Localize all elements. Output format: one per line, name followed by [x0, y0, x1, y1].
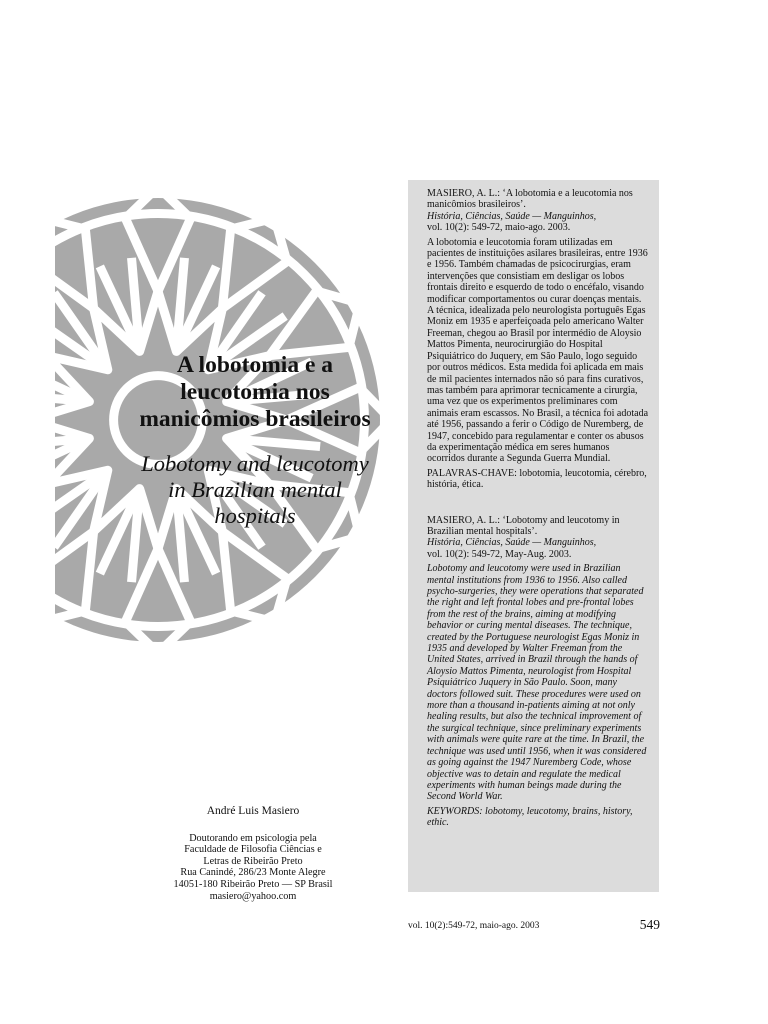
title-english: Lobotomy and leucotomy in Brazilian mental hospitals [141, 451, 369, 528]
author-block [150, 806, 356, 902]
abstract-panel [408, 180, 659, 892]
abstract-en-citation: MASIERO, A. L.: ‘Lobotomy and leucotomy in Brazilian mental hospitals’. [427, 514, 620, 537]
affiliation-line: Letras de Ribeirão Preto [203, 855, 303, 867]
tracery-spoke [0, 291, 46, 356]
tracery-spoke [0, 484, 46, 549]
author-name: André Luis Masiero [206, 805, 300, 817]
abstract-en-volume: vol. 10(2): 549-72, May-Aug. 2003. [427, 548, 572, 560]
title-portuguese: A lobotomia e a leucotomia nos manicômios brasileiros [139, 352, 371, 432]
abstract-en-body: Lobotomy and leucotomy were used in Brazilian mental institutions from 1936 to 1956. Also called psycho-surgeries, they were operations that separated the right and left frontal lobes and pre-frontal lobes from the rest of the brains, aiming at modifying behavior or curing mental diseases. The technique, created by the Portuguese neurologist Egas Moniz in 1935 and developed by Walter Freeman from the United States, arrived in Brazil through the hands of Aloysio Mattos Pimenta, neurologist from Hospital Psiquiátrico Juquery in São Paulo. Soon, many doctors followed suit. These procedures were used on more than a thousand in-patients aiming at not only healing results, but also the technical improvement of the surgical technique, since preliminary experiments with animals were quite rare at the time. In Brazil, the technique was used until 1956, when it was considered as going against the 1947 Nuremberg Code, whose objective was to detain and regulate the medical experiments with human beings made during the Second World War. [427, 563, 647, 803]
author-email: masiero@yahoo.com [209, 890, 297, 902]
abstract-pt-body: A lobotomia e leucotomia foram utilizadas em pacientes de instituições asilares brasileiras, entre 1936 e 1956. Também chamadas de psicocirurgias, eram intervenções que consistiam em desligar os lobos frontais direito e esquerdo de todo o encéfalo, visando modificar comportamentos ou curar doenças mentais. A técnica, idealizada pelo neurologista português Egas Moniz em 1935 e aperfeiçoada pelo americano Walter Freeman, chegou ao Brasil por intermédio de Aloysio Mattos Pimenta, neurocirurgião do Hospital Psiquiátrico do Juquery, em São Paulo, logo seguido por outros médicos. Esta medida foi aplicada em mais de mil pacientes internados não só para fins curativos, mas também para aprimorar tecnicamente a cirurgia, uma vez que os experimentos preliminares com animais eram escassos. No Brasil, a técnica foi adotada até 1956, passando a ferir o Código de Nuremberg, de 1947, concebido para regulamentar e conter os abusos da experimentação médica em seres humanos ocorridos durante a Segunda Guerra Mundial. [427, 236, 649, 465]
tracery-spoke [0, 484, 46, 492]
rose-window-illustration [0, 0, 400, 680]
tracery-spoke [0, 347, 46, 355]
affiliation-line: Doutorando em psicologia pela [189, 832, 317, 844]
abstract-en-journal: História, Ciências, Saúde — Manguinhos, [427, 537, 597, 549]
title-block [130, 352, 380, 529]
abstract-pt-journal: História, Ciências, Saúde — Manguinhos, [427, 210, 597, 222]
page-number: 549 [639, 917, 660, 932]
abstract-pt-citation: MASIERO, A. L.: ‘A lobotomia e a leucotomia nos manicômios brasileiros’. [427, 188, 633, 211]
tracery-spoke [0, 420, 29, 453]
abstract-en-keywords: KEYWORDS: lobotomy, leucotomy, brains, history, ethic. [427, 805, 633, 829]
affiliation-line: 14051-180 Ribeirão Preto — SP Brasil [173, 878, 333, 890]
abstract-pt-keywords: PALAVRAS-CHAVE: lobotomia, leucotomia, cérebro, história, ética. [427, 467, 647, 491]
footer-citation: vol. 10(2):549-72, maio-ago. 2003 [408, 921, 540, 931]
abstract-pt-volume: vol. 10(2): 549-72, maio-ago. 2003. [427, 222, 571, 234]
tracery-spoke [0, 387, 29, 420]
affiliation-line: Rua Canindé, 286/23 Monte Alegre [180, 867, 326, 879]
affiliation-line: Faculdade de Filosofia Ciências e [184, 844, 322, 856]
author-affiliation [150, 833, 356, 903]
